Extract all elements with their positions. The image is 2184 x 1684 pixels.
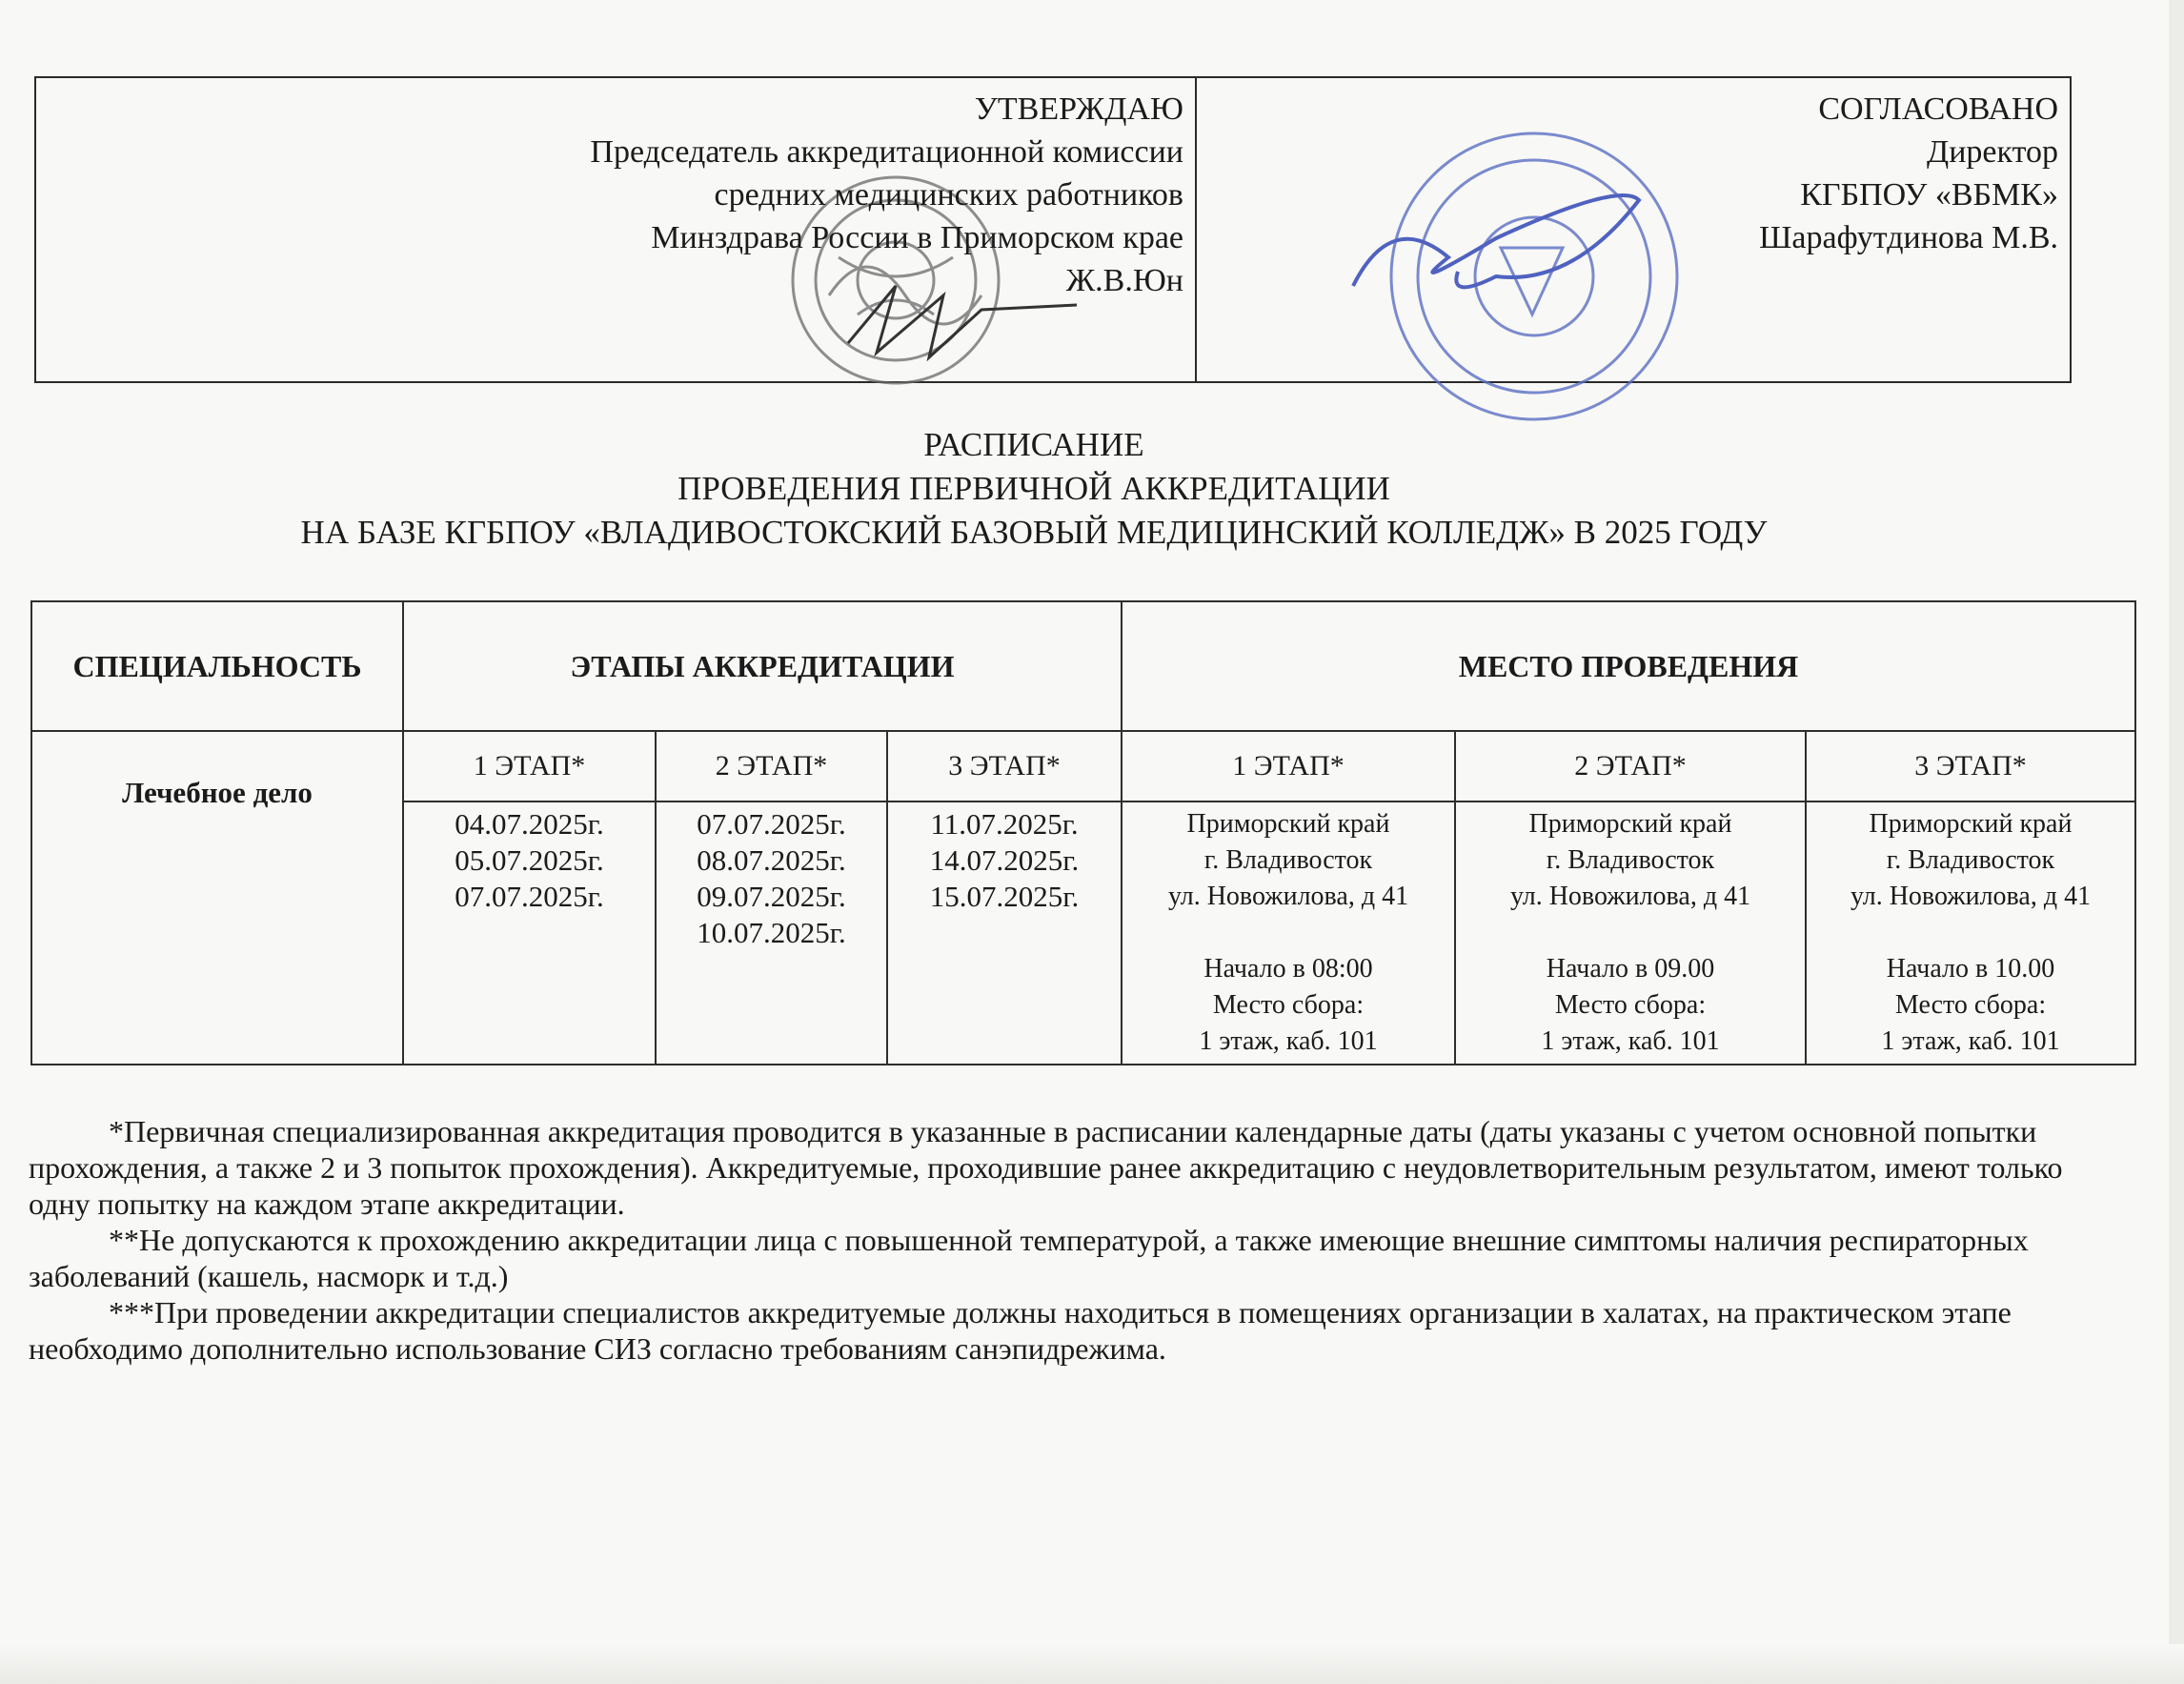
- place-city: г. Владивосток: [1546, 845, 1715, 875]
- place-region: Приморский край: [1186, 809, 1390, 839]
- scan-shadow: [0, 1644, 2184, 1684]
- stage-label: 2 ЭТАП*: [1455, 731, 1806, 801]
- header-specialty: СПЕЦИАЛЬНОСТЬ: [31, 601, 403, 731]
- footnotes: [29, 1113, 2125, 1367]
- stage-label: 3 ЭТАП*: [887, 731, 1122, 801]
- stage-3-dates: [887, 801, 1122, 1065]
- place-start: Начало в 09.00: [1546, 954, 1715, 984]
- header-place: МЕСТО ПРОВЕДЕНИЯ: [1122, 601, 2135, 731]
- schedule-table: [30, 600, 2136, 1065]
- stage-label: 1 ЭТАП*: [403, 731, 656, 801]
- date: 04.07.2025г.: [455, 807, 604, 841]
- date: 14.07.2025г.: [929, 843, 1080, 877]
- approve-block: [343, 88, 1183, 302]
- place-room: 1 этаж, каб. 101: [1881, 1026, 2060, 1056]
- date: 10.07.2025г.: [697, 916, 846, 949]
- title-line: НА БАЗЕ КГБПОУ «ВЛАДИВОСТОКСКИЙ БАЗОВЫЙ МЕДИЦИНСКИЙ КОЛЛЕДЖ» В 2025 ГОДУ: [300, 514, 1768, 551]
- approve-line: Председатель аккредитационной комиссии: [590, 134, 1183, 170]
- place-region: Приморский край: [1869, 809, 2073, 839]
- stage-1-dates: [403, 801, 656, 1065]
- stage-2-dates: [656, 801, 887, 1065]
- approve-line: Минздрава России в Приморском крае: [651, 220, 1183, 255]
- place-room: 1 этаж, каб. 101: [1199, 1026, 1378, 1056]
- stage-label: 3 ЭТАП*: [1806, 731, 2135, 801]
- title-line: РАСПИСАНИЕ: [923, 426, 1144, 463]
- place-start: Начало в 08:00: [1203, 954, 1373, 984]
- approve-line: средних медицинских работников: [714, 177, 1183, 213]
- date: 09.07.2025г.: [697, 880, 846, 913]
- page-edge: [2169, 0, 2184, 1684]
- place-street: ул. Новожилова, д 41: [1509, 882, 1751, 911]
- place-region: Приморский край: [1528, 809, 1732, 839]
- stage-3-place: [1806, 801, 2135, 1065]
- date: 07.07.2025г.: [455, 880, 604, 913]
- place-meet: Место сбора:: [1212, 990, 1365, 1020]
- footnote-3: ***При проведении аккредитации специалистов аккредитуемые должны находиться в помещениях организации в халатах, на практическом этапе необходимо дополнительно использование СИЗ согласно требованиям санэпидрежима.: [29, 1295, 2012, 1366]
- agree-org: КГБПОУ «ВБМК»: [1800, 177, 2058, 213]
- place-meet: Место сбора:: [1554, 990, 1707, 1020]
- stage-label-row: [31, 731, 2135, 801]
- title-line: ПРОВЕДЕНИЯ ПЕРВИЧНОЙ АККРЕДИТАЦИИ: [677, 470, 1390, 507]
- date: 07.07.2025г.: [697, 807, 846, 841]
- footnote-2: **Не допускаются к прохождению аккредитации лица с повышенной температурой, а также имеющие внешние симптомы наличия респираторных заболеваний (кашель, насморк и т.д.): [29, 1223, 2029, 1293]
- table-header-row: [31, 601, 2135, 731]
- place-city: г. Владивосток: [1203, 845, 1373, 875]
- stage-label: 1 ЭТАП*: [1122, 731, 1455, 801]
- place-start: Начало в 10.00: [1886, 954, 2055, 984]
- place-street: ул. Новожилова, д 41: [1850, 882, 2092, 911]
- document-title: [114, 423, 1953, 555]
- agree-name: Шарафутдинова М.В.: [1759, 220, 2058, 255]
- approval-divider: [1195, 76, 1197, 383]
- place-meet: Место сбора:: [1894, 990, 2047, 1020]
- date: 08.07.2025г.: [697, 843, 846, 877]
- date: 11.07.2025г.: [930, 807, 1079, 841]
- stage-2-place: [1455, 801, 1806, 1065]
- stage-1-place: [1122, 801, 1455, 1065]
- agree-position: Директор: [1927, 134, 2058, 170]
- approve-name: Ж.В.Юн: [1065, 263, 1183, 298]
- footnote-1: *Первичная специализированная аккредитация проводится в указанные в расписании календарные даты (даты указаны с учетом основной попытки прохождения, а также 2 и 3 попыток прохождения). Аккредитуемые, проходившие ранее аккредитацию с неудовлетворительным результатом, имеют только одну попытку на каждом этапе аккредитации.: [29, 1114, 2063, 1221]
- agree-heading: СОГЛАСОВАНО: [1818, 91, 2058, 127]
- date: 15.07.2025г.: [929, 880, 1080, 913]
- place-city: г. Владивосток: [1886, 845, 2055, 875]
- stage-label: 2 ЭТАП*: [656, 731, 887, 801]
- date: 05.07.2025г.: [455, 843, 604, 877]
- header-stages: ЭТАПЫ АККРЕДИТАЦИИ: [403, 601, 1122, 731]
- place-street: ул. Новожилова, д 41: [1167, 882, 1409, 911]
- agree-block: [1525, 88, 2058, 259]
- approve-heading: УТВЕРЖДАЮ: [974, 91, 1183, 127]
- specialty-cell: Лечебное дело: [31, 731, 403, 1065]
- place-room: 1 этаж, каб. 101: [1541, 1026, 1720, 1056]
